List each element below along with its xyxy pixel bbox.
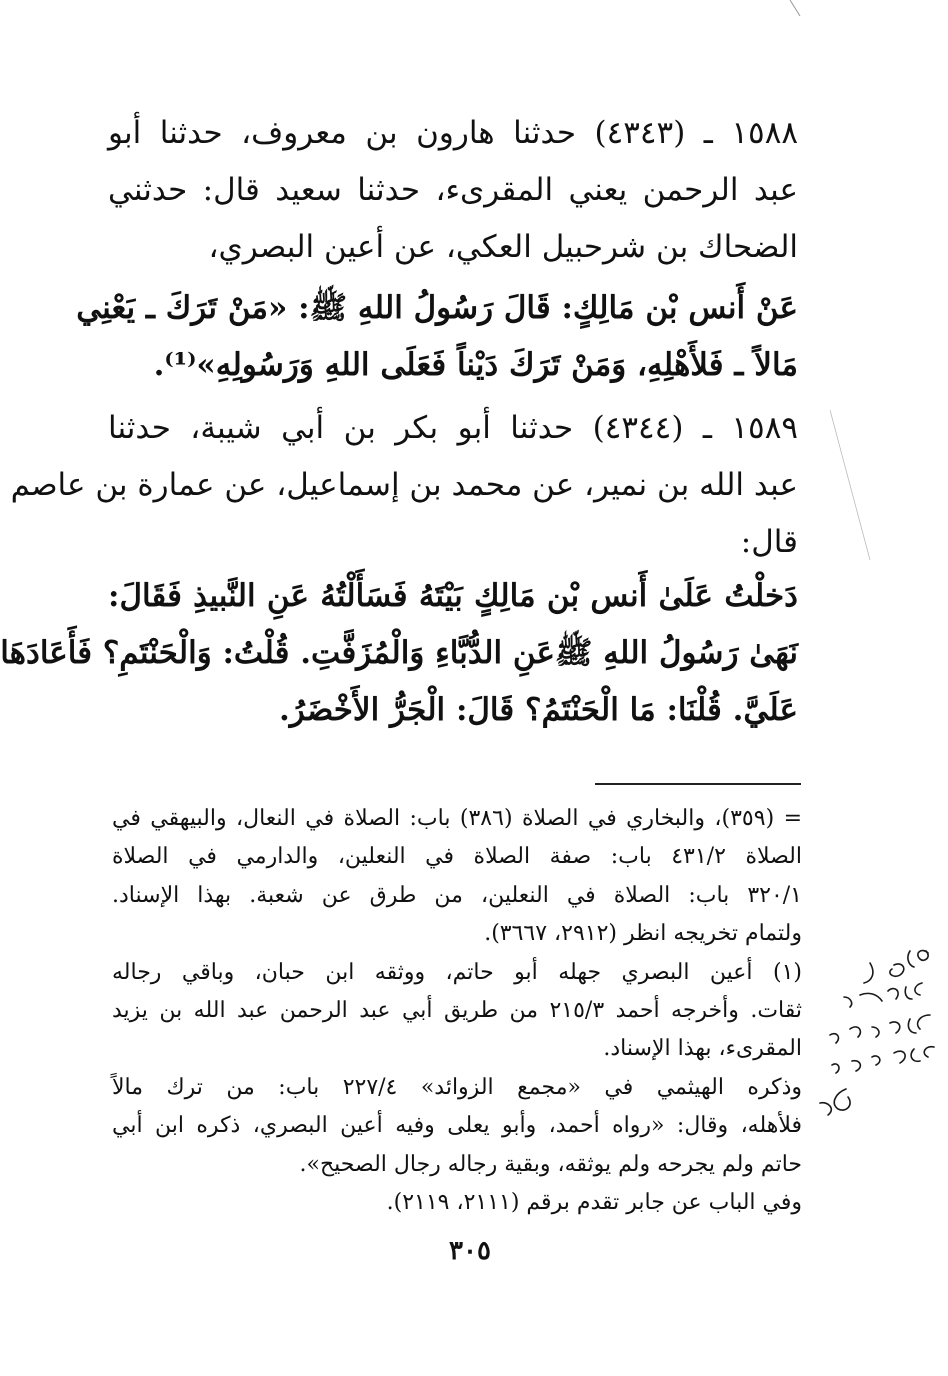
isnad-line: ١٥٨٨ ـ (٤٣٤٣) حدثنا هارون بن معروف، حدثنا أبو bbox=[108, 115, 798, 151]
footnote-line: ٣٢٠/١ باب: الصلاة في النعلين، من طرق عن شعبة. بهذا الإسناد. bbox=[112, 882, 802, 908]
isnad-line: الضحاك بن شرحبيل العكي، عن أعين البصري، bbox=[208, 229, 798, 265]
footnote-line: = (٣٥٩)، والبخاري في الصلاة (٣٨٦) باب: الصلاة في النعال، والبيهقي في bbox=[112, 806, 802, 831]
handwritten-margin-note bbox=[810, 935, 948, 1125]
footnote-line: ولتمام تخريجه انظر (٢٩١٢، ٣٦٦٧). bbox=[484, 921, 802, 947]
matn-line: عَنْ أَنس بْن مَالِكٍ: قَالَ رَسُولُ اللهِ ﷺ: «مَنْ تَرَكَ ـ يَعْنِي bbox=[76, 290, 798, 326]
handwriting-scribble-icon bbox=[810, 935, 948, 1125]
footnote-line: ثقات. وأخرجه أحمد ٢١٥/٣ من طريق أبي عبد الرحمن عبد الله بن يزيد bbox=[112, 998, 802, 1024]
isnad-line: قال: bbox=[740, 524, 798, 560]
matn-line: نَهَىٰ رَسُولُ اللهِ ﷺعَنِ الدُّبَّاءِ وَالْمُزَفَّتِ. قُلْتُ: وَالْحَنْتَمِ؟ فَأَعَادَهَا bbox=[0, 635, 798, 671]
hadith-1588-isnad bbox=[108, 105, 798, 276]
footnote-separator bbox=[595, 783, 801, 785]
hadith-1589-isnad bbox=[10, 400, 798, 571]
matn-line: مَالاً ـ فَلأَهْلِهِ، وَمَنْ تَرَكَ دَيْناً فَعَلَى اللهِ وَرَسُولِهِ»⁽¹⁾. bbox=[153, 347, 798, 383]
matn-line: عَلَيَّ. قُلْنَا: مَا الْحَنْتَمُ؟ قَالَ: الْجَرُّ الأَخْضَرُ. bbox=[278, 692, 798, 728]
page-number: ٣٠٥ bbox=[449, 1236, 491, 1266]
footnote-line: الصلاة ٤٣١/٢ باب: صفة الصلاة في النعلين، والدارمي في الصلاة bbox=[112, 844, 802, 870]
footnote-line: وفي الباب عن جابر تقدم برقم (٢١١١، ٢١١٩). bbox=[386, 1190, 802, 1216]
matn-line: دَخلْتُ عَلَىٰ أَنس بْن مَالِكٍ بَيْتَهُ فَسَأَلْتُهُ عَنِ النَّبيذِ فَقَالَ: bbox=[108, 578, 798, 614]
footnote-line: حاتم ولم يجرحه ولم يوثقه، وبقية رجاله رجال الصحيح». bbox=[299, 1151, 802, 1177]
hadith-1588-matn bbox=[76, 280, 798, 394]
footnote-line: (١) أعين البصري جهله أبو حاتم، ووثقه ابن حبان، وباقي رجاله bbox=[112, 959, 802, 985]
isnad-line: عبد الرحمن يعني المقرىء، حدثنا سعيد قال: حدثني bbox=[108, 172, 798, 208]
footnotes bbox=[112, 800, 802, 1222]
footnote-line: وذكره الهيثمي في «مجمع الزوائد» ٢٢٧/٤ باب: من ترك مالاً bbox=[112, 1074, 802, 1100]
isnad-line: ١٥٨٩ ـ (٤٣٤٤) حدثنا أبو بكر بن أبي شيبة، حدثنا bbox=[108, 410, 798, 446]
footnote-line: المقرىء، بهذا الإسناد. bbox=[603, 1036, 802, 1062]
isnad-line: عبد الله بن نمير، عن محمد بن إسماعيل، عن عمارة بن عاصم bbox=[10, 467, 798, 503]
hadith-1589-matn bbox=[0, 568, 798, 739]
footnote-line: فلأهله، وقال: «رواه أحمد، وأبو يعلى وفيه أعين البصري، ذكره ابن أبي bbox=[112, 1113, 802, 1139]
